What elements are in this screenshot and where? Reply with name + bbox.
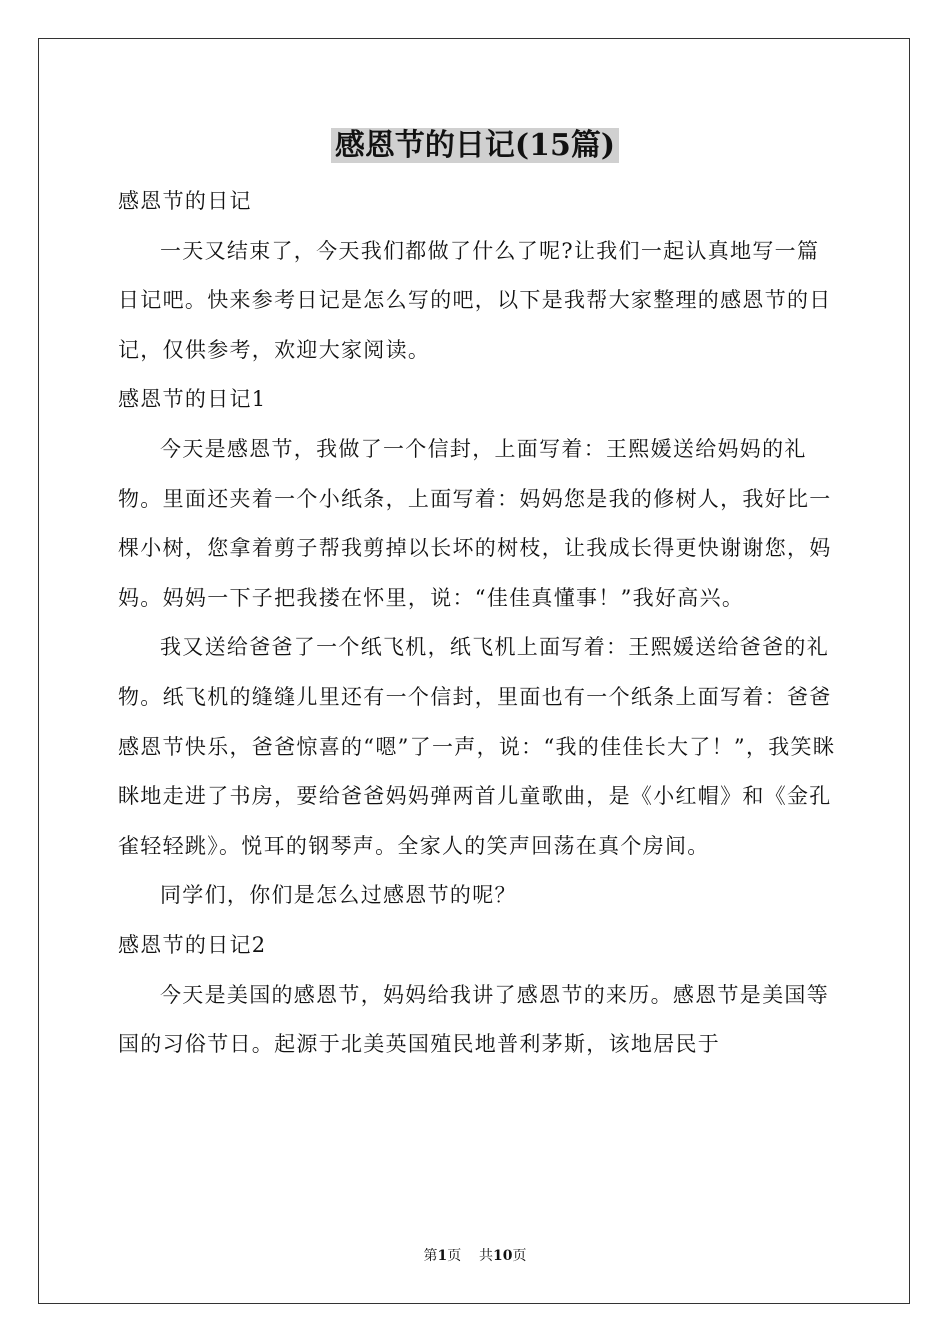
paragraph-diary-1-part-3: 同学们，你们是怎么过感恩节的呢？ (160, 883, 517, 908)
document-title (0, 124, 950, 168)
paragraph-diary-1-part-1: 今天是感恩节，我做了一个信封，上面写着：王熙媛送给妈妈的礼物。里面还夹着一个小纸条，上面写着：妈妈您是我的修树人，我好比一棵小树，您拿着剪子帮我剪掉以长坏的树枝，让我成长得更快谢谢您，妈妈。妈妈一下子把我搂在怀里，说：“佳佳真懂事！”我好高兴。 (118, 436, 832, 610)
section-heading-intro: 感恩节的日记 (118, 189, 252, 213)
section-heading-diary-1: 感恩节的日记1 (118, 387, 267, 412)
footer-page-prefix: 第 (423, 1248, 438, 1264)
document-title-text: 感恩节的日记(15篇) (331, 128, 619, 163)
page-footer (0, 1246, 950, 1266)
footer-page-number: 1 (437, 1248, 448, 1264)
document-body (118, 177, 838, 1070)
footer-total-pages: 10 (493, 1248, 513, 1264)
paragraph-diary-1-part-2: 我又送给爸爸了一个纸飞机，纸飞机上面写着：王熙媛送给爸爸的礼物。纸飞机的缝缝儿里还有一个信封，里面也有一个纸条上面写着：爸爸感恩节快乐，爸爸惊喜的“嗯”了一声，说：“我的佳佳长大了！”，我笑眯眯地走进了书房，要给爸爸妈妈弹两首儿童歌曲，是《小红帽》和《金孔雀轻轻跳》。悦耳的钢琴声。全家人的笑声回荡在真个房间。 (118, 635, 836, 858)
footer-total-prefix: 共 (479, 1248, 494, 1264)
paragraph-intro: 一天又结束了，今天我们都做了什么了呢?让我们一起认真地写一篇日记吧。快来参考日记是怎么写的吧，以下是我帮大家整理的感恩节的日记，仅供参考，欢迎大家阅读。 (118, 238, 832, 362)
section-heading-diary-2: 感恩节的日记2 (118, 932, 267, 957)
footer-total-suffix: 页 (512, 1248, 527, 1264)
footer-page-suffix: 页 (447, 1248, 462, 1264)
paragraph-diary-2-part-1: 今天是美国的感恩节，妈妈给我讲了感恩节的来历。感恩节是美国等国的习俗节日。起源于北美英国殖民地普利茅斯，该地居民于 (118, 982, 829, 1057)
